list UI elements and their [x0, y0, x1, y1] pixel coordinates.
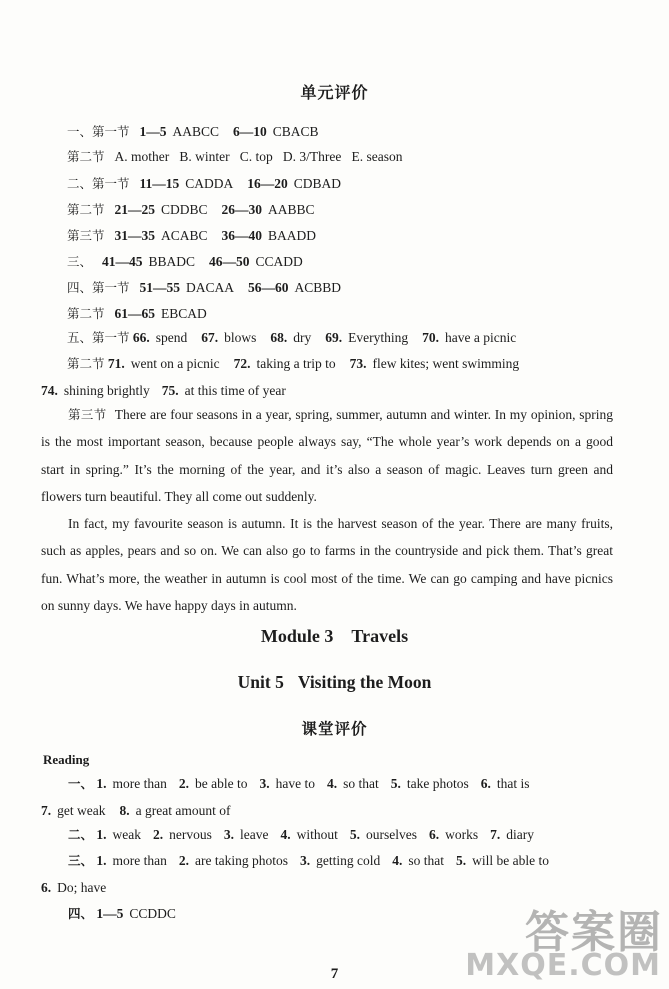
module-name: Travels: [351, 626, 409, 646]
answer-item: [41, 383, 150, 398]
row-label: 第三节: [67, 228, 105, 243]
page-number: 7: [330, 966, 339, 982]
answer-number: 5.: [349, 827, 360, 842]
answer-number: 69.: [325, 330, 343, 345]
answer-value: CDDBC: [161, 202, 208, 217]
row-items: [96, 776, 529, 791]
row-label: 五、第一节: [67, 330, 130, 345]
answer-item: [115, 228, 208, 243]
row-items: [140, 124, 319, 139]
answer-value: blows: [224, 330, 257, 345]
answer-value: Everything: [348, 330, 409, 345]
answer-item: [96, 906, 176, 921]
answer-value: EBCAD: [161, 306, 207, 321]
answer-number: 68.: [270, 330, 288, 345]
answer-value: BBADC: [148, 254, 196, 269]
answer-item: [259, 776, 315, 791]
answer-item: [456, 853, 549, 868]
answer-number: 72.: [233, 356, 251, 371]
answer-item: [140, 176, 234, 191]
answer-value: CCDDC: [129, 906, 176, 921]
answer-value: diary: [506, 827, 534, 842]
answer-value: ACABC: [161, 228, 208, 243]
answer-number: 51—55: [139, 280, 181, 295]
row-label: 三、: [68, 853, 94, 868]
answer-number: 5.: [455, 853, 467, 868]
answer-row: [67, 202, 315, 218]
answer-item: [222, 228, 317, 243]
answer-number: 1—5: [139, 124, 167, 139]
answer-number: 2.: [153, 827, 164, 842]
answer-item: [248, 280, 341, 295]
answer-value: weak: [112, 827, 141, 842]
row-label: 四、: [68, 906, 94, 921]
answer-item: [41, 803, 105, 818]
answer-number: 6.: [41, 880, 52, 895]
answer-row: [67, 254, 303, 270]
answer-item: [300, 853, 380, 868]
answer-number: 1.: [96, 853, 107, 868]
answer-row-five-2: [67, 356, 519, 372]
answer-item: [327, 776, 379, 791]
answer-value: AABCC: [172, 124, 220, 139]
answer-value: went on a picnic: [130, 356, 220, 371]
answer-value: a great amount of: [135, 803, 231, 818]
row-items: [96, 827, 534, 842]
answer-row: [67, 280, 341, 296]
row-label: 二、: [68, 827, 94, 842]
answer-item: [115, 202, 208, 217]
answer-value: that is: [496, 776, 530, 791]
answer-item: [224, 827, 269, 842]
answer-value: AABBC: [268, 202, 315, 217]
row-items: [115, 306, 207, 321]
row-items: [102, 254, 303, 269]
answer-item: [108, 356, 220, 371]
answer-number: 67.: [201, 330, 219, 345]
section-title: 单元评价: [300, 83, 369, 102]
answer-value: BAADD: [268, 228, 317, 243]
answer-value: have to: [275, 776, 315, 791]
row-items: [96, 906, 176, 921]
answer-row: [67, 149, 402, 165]
answer-value: CDBAD: [293, 176, 342, 191]
reading-label: Reading: [43, 752, 90, 767]
answer-item: [133, 330, 187, 345]
row-text: A. mother B. winter C. top D. 3/Three E. season: [114, 149, 403, 164]
answer-value: take photos: [406, 776, 469, 791]
answer-item: [201, 330, 256, 345]
answer-value: are taking photos: [195, 853, 288, 868]
answer-value: more than: [112, 776, 167, 791]
row-label: 第二节: [67, 202, 105, 217]
answer-value: getting cold: [316, 853, 381, 868]
row-label: 一、第一节: [67, 124, 130, 139]
answer-item: [350, 356, 519, 371]
answer-item: [391, 776, 469, 791]
answer-row: [67, 306, 207, 322]
row-items: [96, 853, 549, 868]
answer-number: 6—10: [233, 124, 267, 139]
answer-item: [280, 827, 337, 842]
answer-number: 1.: [96, 827, 107, 842]
row-label: 一、: [68, 776, 94, 791]
answer-value: will be able to: [472, 853, 549, 868]
answer-item: [140, 124, 220, 139]
answer-number: 4.: [392, 853, 403, 868]
answer-item: [247, 176, 341, 191]
reading-row-1b: [41, 803, 230, 819]
watermark-logo: 答案圈: [525, 907, 663, 958]
essay-paragraph-2: [41, 510, 613, 619]
answer-number: 8.: [119, 803, 130, 818]
answer-number: 66.: [132, 330, 150, 345]
answer-value: more than: [112, 853, 167, 868]
answer-number: 3.: [299, 853, 311, 868]
answer-number: 3.: [259, 776, 270, 791]
answer-value: dry: [293, 330, 312, 345]
answer-value: get weak: [57, 803, 106, 818]
reading-row-4: [68, 906, 176, 922]
answer-item: [41, 880, 106, 895]
answer-number: 36—40: [221, 228, 263, 243]
essay-text-2: In fact, my favourite season is autumn. It is the harvest season of the year. There are many fruits, such as apples, pears and so on. We can also go to farms in the countryside and pick them. That’s great fun. What’s more, the weather in autumn is cool most of the time. We can go camping and have picnics on sunny days. We have happy days in autumn.: [41, 516, 613, 613]
answer-value: CADDA: [185, 176, 234, 191]
answer-item: [325, 330, 408, 345]
row-items: [140, 280, 342, 295]
row-label: 四、第一节: [67, 280, 130, 295]
essay-paragraph-1: [41, 401, 613, 510]
answer-number: 75.: [161, 383, 179, 398]
answer-number: 26—30: [221, 202, 263, 217]
row-items: [133, 330, 516, 345]
answer-row: [67, 124, 319, 140]
answer-item: [234, 356, 336, 371]
answer-number: 6.: [480, 776, 491, 791]
answer-number: 5.: [390, 776, 401, 791]
module-number: Module 3: [260, 626, 334, 646]
row-label: 第二节: [67, 306, 105, 321]
answer-item: [392, 853, 444, 868]
row-label: 第二节: [67, 149, 105, 164]
answer-number: 2.: [178, 853, 189, 868]
answer-item: [96, 776, 166, 791]
row-items: [108, 356, 519, 371]
row-label: 三、: [67, 254, 93, 269]
answer-value: ourselves: [366, 827, 417, 842]
answer-value: be able to: [195, 776, 248, 791]
answer-value: so that: [408, 853, 444, 868]
answer-item: [102, 254, 195, 269]
answer-value: CBACB: [272, 124, 319, 139]
row-items: [41, 803, 230, 818]
answer-number: 1—5: [96, 906, 124, 921]
answer-item: [233, 124, 319, 139]
watermark-url: MXQE.COM: [465, 948, 661, 983]
class-evaluation-title: 课堂评价: [301, 720, 368, 738]
answer-number: 41—45: [102, 254, 143, 269]
answer-item: [140, 280, 235, 295]
essay-text-1: There are four seasons in a year, spring, summer, autumn and winter. In my opinion, spring is the most important season, because people always say, “The whole year’s work depends on a good start in spring.” It’s the morning of the year, and it’s also a season of magic. Leaves turn green and flowers turn beautiful. They all come out suddenly.: [41, 407, 613, 504]
unit-heading: [0, 672, 669, 693]
answer-item: [179, 776, 248, 791]
row-label: 第二节: [67, 356, 105, 371]
answer-value: leave: [240, 827, 269, 842]
answer-value: Do; have: [57, 880, 107, 895]
answer-item: [162, 383, 286, 398]
answer-row-five-1: [67, 330, 516, 346]
row-items: [115, 202, 315, 217]
answer-item: [350, 827, 417, 842]
reading-row-1: [68, 776, 529, 792]
answer-value: at this time of year: [184, 383, 286, 398]
answer-item: [270, 330, 311, 345]
essay-label: 第三节: [68, 407, 107, 422]
answer-item: [481, 776, 530, 791]
reading-row-3: [68, 853, 549, 869]
answer-item: [115, 306, 207, 321]
answer-item: [422, 330, 516, 345]
answer-item: [490, 827, 534, 842]
answer-value: DACAA: [186, 280, 235, 295]
answer-item: [96, 853, 166, 868]
answer-value: nervous: [169, 827, 212, 842]
row-items: [140, 176, 342, 191]
answer-number: 71.: [107, 356, 125, 371]
answer-value: taking a trip to: [256, 356, 336, 371]
answer-number: 6.: [429, 827, 440, 842]
answer-number: 3.: [223, 827, 234, 842]
answer-number: 4.: [326, 776, 338, 791]
answer-number: 56—60: [248, 280, 289, 295]
answer-number: 2.: [178, 776, 189, 791]
answer-number: 7.: [41, 803, 52, 818]
answer-item: [222, 202, 315, 217]
unit-name: Visiting the Moon: [297, 672, 432, 692]
answer-number: 4.: [280, 827, 291, 842]
answer-item: [209, 254, 303, 269]
answer-number: 74.: [41, 383, 58, 398]
answer-value: have a picnic: [445, 330, 517, 345]
answer-item: [153, 827, 212, 842]
answer-value: spend: [155, 330, 188, 345]
answer-value: works: [445, 827, 479, 842]
answer-value: ACBBD: [294, 280, 342, 295]
answer-value: so that: [343, 776, 379, 791]
answer-number: 46—50: [209, 254, 250, 269]
answer-row: [67, 176, 341, 192]
row-items: [115, 228, 317, 243]
answer-number: 16—20: [247, 176, 288, 191]
answer-item: [429, 827, 478, 842]
answer-value: shining brightly: [63, 383, 150, 398]
answer-number: 11—15: [139, 176, 180, 191]
reading-row-3b: [41, 880, 106, 896]
answer-value: without: [296, 827, 338, 842]
answer-number: 61—65: [114, 306, 156, 321]
answer-item: [179, 853, 288, 868]
answer-number: 73.: [349, 356, 367, 371]
answer-number: 21—25: [114, 202, 156, 217]
answer-item: [119, 803, 230, 818]
answer-number: 7.: [490, 827, 501, 842]
row-items: [41, 880, 106, 895]
module-heading: [0, 626, 669, 647]
row-label: 二、第一节: [67, 176, 130, 191]
answer-number: 31—35: [114, 228, 156, 243]
answer-row-five-2b: [41, 383, 286, 399]
row-items: [41, 383, 286, 398]
unit-number: Unit 5: [237, 672, 284, 692]
answer-value: flew kites; went swimming: [372, 356, 520, 371]
reading-row-2: [68, 827, 534, 843]
answer-value: CCADD: [255, 254, 303, 269]
answer-item: [96, 827, 141, 842]
answer-number: 1.: [96, 776, 107, 791]
answer-number: 70.: [422, 330, 440, 345]
answer-row: [67, 228, 316, 244]
